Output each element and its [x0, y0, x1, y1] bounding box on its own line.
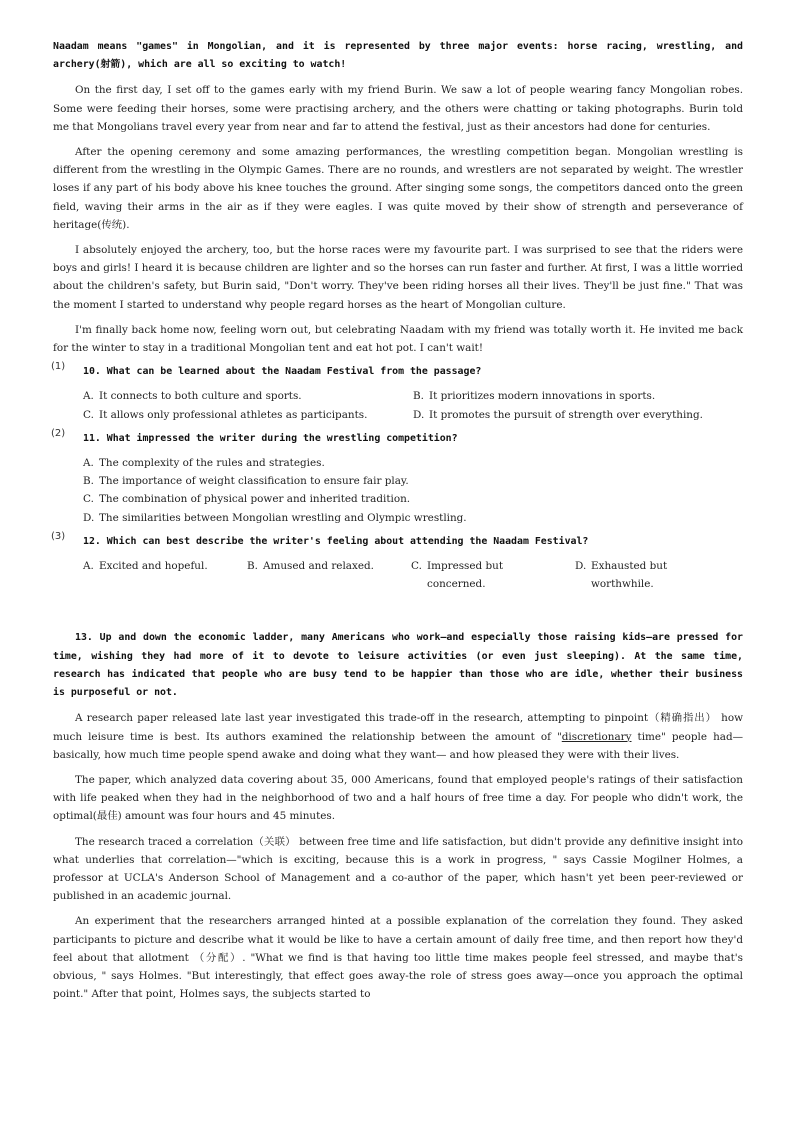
- question-12: [51, 530, 743, 594]
- passage1-paragraph: I absolutely enjoyed the archery, too, but the horse races were my favourite part. I was surprised to see that the riders were boys and girls! I heard it is because children are lighter and so the horses can run faster and further. At first, I was a little worried about the children's safety, but Burin said, "Don't worry. They've been riding horses all their lives. They'll be just fine." That was the moment I started to understand why people regard horses as the heart of Mongolian culture.: [53, 244, 743, 311]
- passage1-paragraph: I'm finally back home now, feeling worn out, but celebrating Naadam with my friend was totally worth it. He invited me back for the winter to stay in a traditional Mongolian tent and eat hot pot. I can't wait!: [53, 323, 743, 355]
- question-stem: 12. Which can best describe the writer's feeling about attending the Naadam Festival?: [83, 535, 589, 547]
- question-number: (2): [51, 427, 66, 439]
- question-stem: 10. What can be learned about the Naadam Festival from the passage?: [83, 366, 482, 378]
- passage1-paragraph: On the first day, I set off to the games early with my friend Burin. We saw a lot of people wearing fancy Mongolian robes. Some were feeding their horses, some were practising archery, and the others were chatting or taking photographs. Burin told me that Mongolians travel every year from near and far to attend the festival, just as their ancestors had done for centuries.: [53, 84, 743, 133]
- passage2-paragraph: [53, 709, 743, 764]
- options: [53, 387, 743, 423]
- option-a[interactable]: [83, 387, 413, 405]
- option-text: It connects to both culture and sports.: [99, 390, 302, 403]
- passage2-paragraph: The research traced a correlation（关联） between free time and life satisfaction, but didn't provide any definitive insight into what underlies that correlation—"which is exciting, because this is a work in progress, " says Cassie Mogilner Holmes, a professor at UCLA's Anderson School of Management and a co-author of the paper, which hasn't yet been peer-reviewed or published in an academic journal.: [53, 835, 743, 903]
- option-label: B.: [83, 475, 94, 488]
- option-label: D.: [575, 560, 587, 573]
- option-text: Amused and relaxed.: [263, 560, 374, 573]
- option-text: Excited and hopeful.: [99, 560, 208, 573]
- passage1-intro: Naadam means "games" in Mongolian, and it is represented by three major events: horse racing, wrestling, and archery(射箭), which are all so exciting to watch!: [53, 41, 743, 71]
- question-10: [53, 363, 743, 424]
- option-text: The similarities between Mongolian wrestling and Olympic wrestling.: [99, 511, 467, 524]
- option-text: It allows only professional athletes as participants.: [99, 408, 368, 421]
- option-label: C.: [83, 493, 94, 506]
- option-label: A.: [83, 457, 94, 470]
- option-text: The complexity of the rules and strategies.: [99, 457, 325, 470]
- option-d[interactable]: [83, 509, 743, 527]
- option-label: C.: [411, 560, 422, 573]
- option-b[interactable]: [413, 387, 743, 405]
- passage2-intro: 13. Up and down the economic ladder, many Americans who work—and especially those raising kids—are pressed for time, wishing they had more of it to devote to leisure activities (or even just sleeping). At the same time, research has indicated that people who are busy tend to be happier than those who are idle, whether their business is purposeful or not.: [53, 632, 743, 699]
- option-label: B.: [413, 390, 424, 403]
- option-a[interactable]: [83, 557, 247, 593]
- option-c[interactable]: [83, 406, 413, 424]
- option-b[interactable]: [247, 557, 411, 593]
- option-text: Exhausted but worthwhile.: [591, 560, 668, 591]
- document-page: [53, 38, 743, 1003]
- option-label: A.: [83, 560, 94, 573]
- option-text: The importance of weight classification to ensure fair play.: [99, 475, 409, 488]
- option-b[interactable]: [83, 472, 743, 490]
- options: [53, 557, 743, 593]
- option-text: It prioritizes modern innovations in sports.: [429, 390, 656, 403]
- question-stem: 11. What impressed the writer during the wrestling competition?: [83, 432, 458, 444]
- option-d[interactable]: [575, 557, 739, 593]
- option-text: It promotes the pursuit of strength over everything.: [429, 408, 703, 421]
- question-number: (3): [51, 530, 66, 542]
- option-a[interactable]: [83, 454, 743, 472]
- text-segment: A research paper released late last year investigated this trade-off in the research, attempting to pinpoint（精确指出） how much leisure time is best. Its authors examined the relationship between the amount of ": [53, 712, 743, 743]
- option-label: B.: [247, 560, 258, 573]
- passage1-paragraph: After the opening ceremony and some amazing performances, the wrestling competition began. Mongolian wrestling is different from the wrestling in the Olympic Games. There are no rounds, and wrestlers are not separated by weight. The wrestler loses if any part of his body above his knee touches the ground. After singing some songs, the competitors danced onto the green field, waving their arms in the air as if they were eagles. I was quite moved by their show of strength and perseverance of heritage(传统).: [53, 146, 743, 231]
- question-11: [51, 427, 743, 527]
- option-c[interactable]: [83, 490, 743, 508]
- passage2-paragraph: An experiment that the researchers arranged hinted at a possible explanation of the correlation they found. They asked participants to picture and describe what it would be like to have a certain amount of daily free time, and then report how they'd feel about that allotment （分配）. "What we find is that having too little time makes people feel stressed, and maybe that's obvious, " says Holmes. "But interestingly, that effect goes away-the role of stress goes away—once you approach the optimal point." After that point, Holmes says, the subjects started to: [53, 915, 743, 1001]
- section-gap: [53, 593, 743, 629]
- question-number: (1): [51, 361, 66, 373]
- text-segment: time" people had—basically, how much time people spend awake and doing what they want— and how pleased they were with their lives.: [53, 730, 743, 761]
- option-label: D.: [413, 408, 425, 421]
- passage2-paragraph: The paper, which analyzed data covering about 35, 000 Americans, found that employed people's ratings of their satisfaction with life peaked when they had in the neighborhood of two and a half hours of free time a day. For people who didn't work, the optimal(最佳) amount was four hours and 45 minutes.: [53, 773, 743, 823]
- underlined-word: discretionary: [561, 730, 632, 743]
- option-text: The combination of physical power and inherited tradition.: [99, 493, 411, 506]
- option-label: A.: [83, 390, 94, 403]
- option-text: Impressed but concerned.: [427, 560, 504, 591]
- option-label: C.: [83, 408, 94, 421]
- option-d[interactable]: [413, 406, 743, 424]
- option-label: D.: [83, 511, 95, 524]
- options: [53, 454, 743, 527]
- passage2: [53, 629, 743, 1003]
- option-c[interactable]: [411, 557, 575, 593]
